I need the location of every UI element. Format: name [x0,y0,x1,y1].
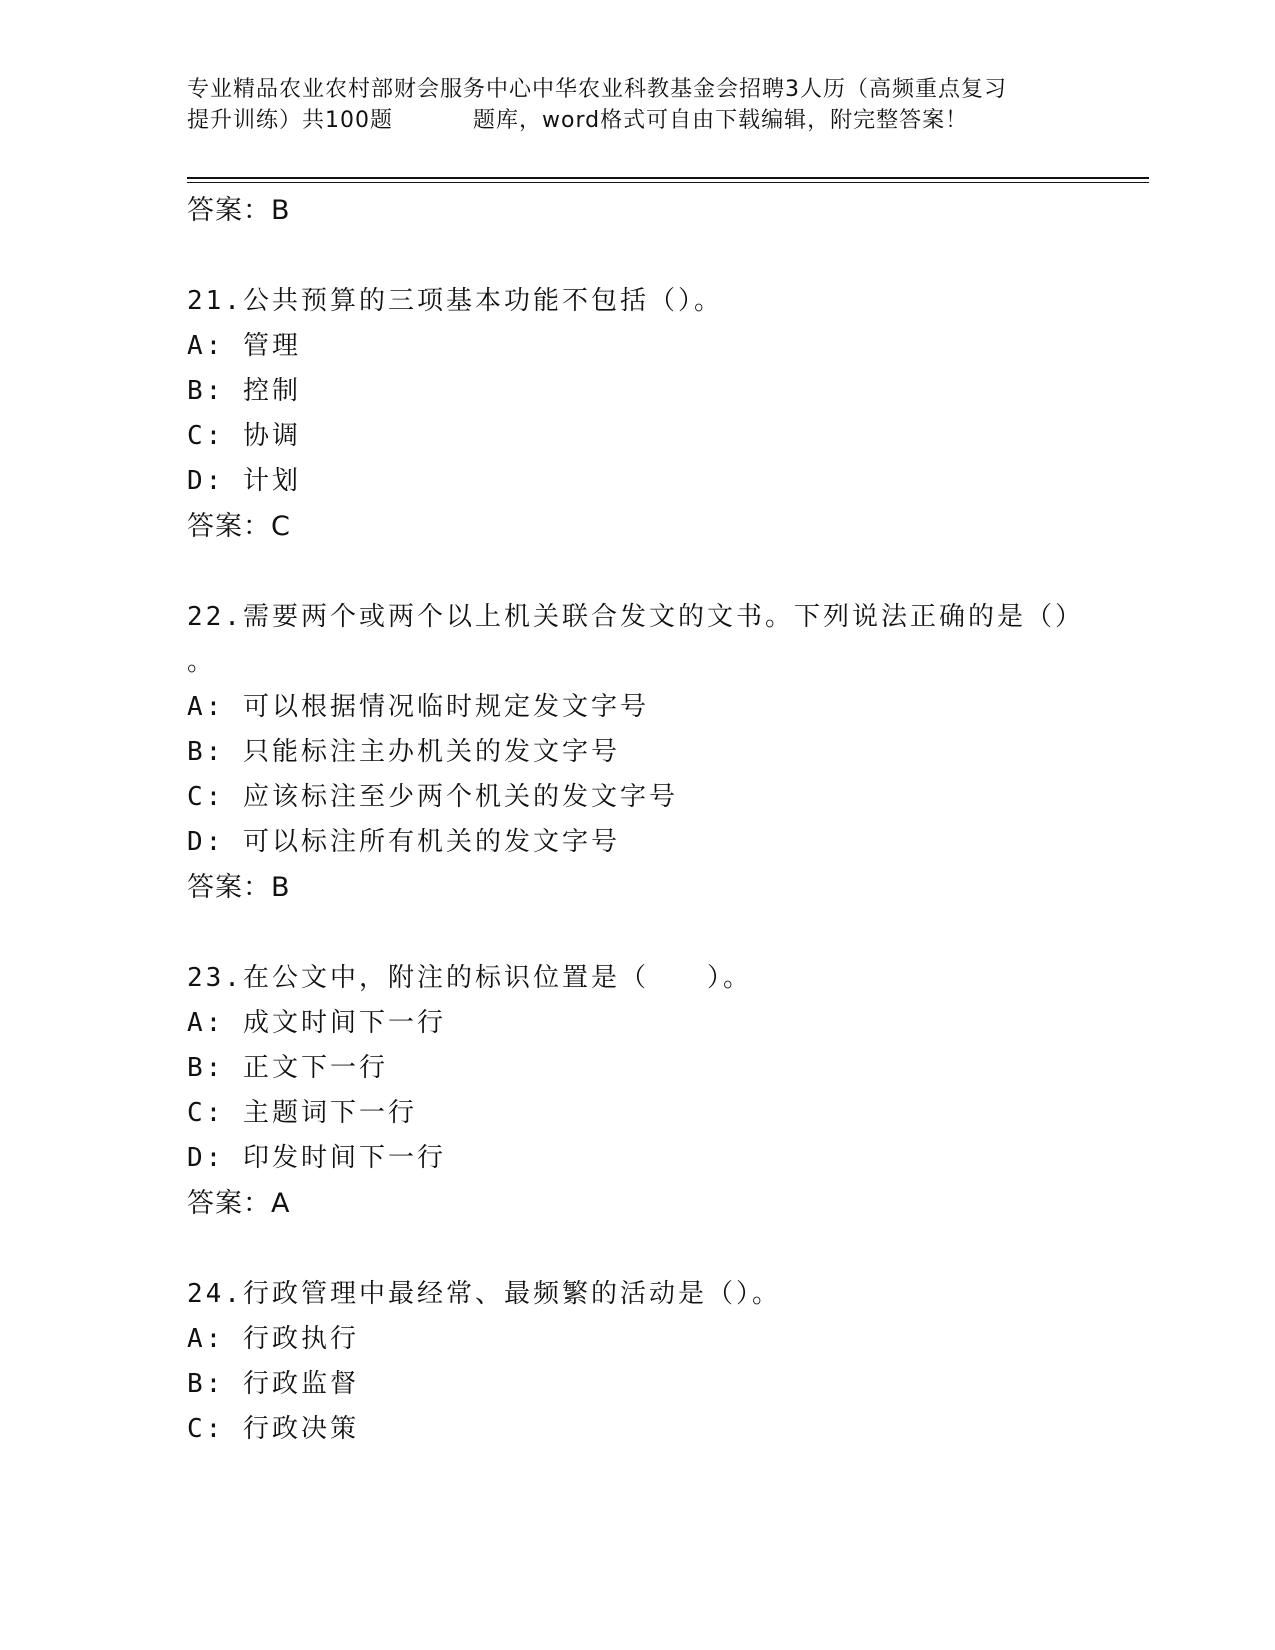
header-line-2 [187,105,1087,136]
question-text [187,595,1087,685]
option-item: A: 成文时间下一行 [187,1008,446,1038]
header-line-1: 专业精品农业农村部财会服务中心中华农业科教基金会招聘3人历（高频重点复习 [187,77,1007,102]
question-stem: 22.需要两个或两个以上机关联合发文的文书。下列说法正确的是（） [187,602,1084,632]
question-text [187,279,1087,324]
answer-line: 答案：A [187,1188,291,1219]
header-rule-thick [187,177,1149,179]
question-stem: 23.在公文中，附注的标识位置是（ ）。 [187,963,752,993]
answer-line: 答案：C [187,511,291,542]
question-block [187,1272,1087,1452]
document-body [187,188,1087,1452]
option-item: B: 行政监督 [187,1369,359,1399]
question-stem: 21.公共预算的三项基本功能不包括（）。 [187,286,723,316]
question-block [187,956,1087,1226]
option-item: C: 协调 [187,421,301,451]
option-item: A: 行政执行 [187,1324,359,1354]
option-item: A: 可以根据情况临时规定发文字号 [187,692,649,722]
question-list [187,279,1087,1452]
header-gap [393,105,473,136]
answer-line: 答案：B [187,195,291,226]
option-item: B: 控制 [187,376,301,406]
header-line-2-left: 提升训练）共100题 [187,108,393,133]
page-header [187,74,1087,136]
question-block [187,595,1087,910]
option-item: C: 应该标注至少两个机关的发文字号 [187,782,678,812]
option-item: A: 管理 [187,331,301,361]
question-block [187,279,1087,549]
question-stem: 24.行政管理中最经常、最频繁的活动是（）。 [187,1279,781,1309]
option-item: D: 印发时间下一行 [187,1143,446,1173]
option-item: C: 行政决策 [187,1414,359,1444]
question-text [187,1272,1087,1317]
question-text [187,956,1087,1001]
answer-line: 答案：B [187,872,291,903]
option-item: B: 只能标注主办机关的发文字号 [187,737,620,767]
question-stem-continuation: 。 [187,647,217,677]
option-item: C: 主题词下一行 [187,1098,417,1128]
header-line-2-right: 题库，word格式可自由下载编辑，附完整答案！ [473,108,969,133]
header-rule-thin [187,182,1149,183]
option-item: D: 可以标注所有机关的发文字号 [187,827,620,857]
option-item: B: 正文下一行 [187,1053,388,1083]
option-item: D: 计划 [187,466,301,496]
